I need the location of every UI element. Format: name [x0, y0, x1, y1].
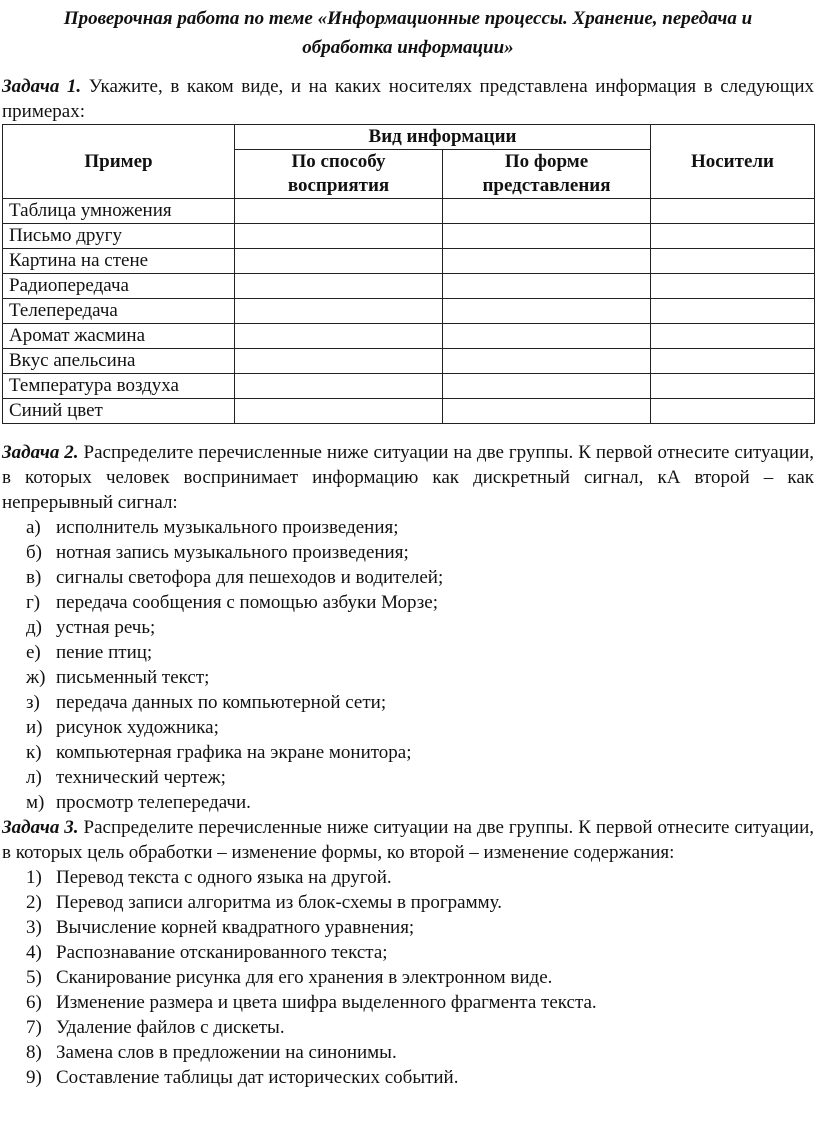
- carrier-cell: [651, 299, 815, 324]
- task2-statement: [2, 440, 814, 515]
- header-example: Пример: [3, 125, 235, 199]
- form-cell: [443, 274, 651, 299]
- page-title-line1: Проверочная работа по теме «Информационные процессы. Хранение, передача и: [63, 8, 753, 29]
- table-body: [3, 199, 815, 424]
- table-row: [3, 324, 815, 349]
- list-item-text: просмотр телепередачи.: [56, 792, 251, 813]
- form-cell: [443, 374, 651, 399]
- list-item-marker: 1): [26, 867, 42, 888]
- table-row: [3, 224, 815, 249]
- task2-text: Распределите перечисленные ниже ситуации на две группы. К первой отнесите ситуации, в которых человек воспринимает информацию как дискретный сигнал, кА второй – как непрерывный сигнал:: [2, 442, 814, 513]
- list-item: [26, 690, 814, 715]
- list-item-marker: л): [26, 767, 42, 788]
- perception-cell: [235, 324, 443, 349]
- list-item: [26, 915, 814, 940]
- list-item-text: устная речь;: [56, 617, 156, 638]
- list-item-marker: е): [26, 642, 41, 663]
- list-item-text: Удаление файлов с дискеты.: [56, 1017, 285, 1038]
- list-item-marker: 4): [26, 942, 42, 963]
- example-cell: Вкус апельсина: [3, 349, 235, 374]
- list-item: [26, 1065, 814, 1090]
- task2-list: [2, 515, 814, 815]
- list-item-text: исполнитель музыкального произведения;: [56, 517, 399, 538]
- list-item-text: нотная запись музыкального произведения;: [56, 542, 409, 563]
- info-table: [2, 124, 815, 424]
- list-item-text: Замена слов в предложении на синонимы.: [56, 1042, 397, 1063]
- list-item: [26, 1015, 814, 1040]
- list-item-text: передача сообщения с помощью азбуки Морзе;: [56, 592, 439, 613]
- list-item-text: Перевод записи алгоритма из блок-схемы в программу.: [56, 892, 502, 913]
- list-item-marker: к): [26, 742, 42, 763]
- task3-text: Распределите перечисленные ниже ситуации на две группы. К первой отнесите ситуации, в которых цель обработки – изменение формы, ко второй – изменение содержания:: [2, 817, 814, 863]
- task3-label: Задача 3.: [2, 817, 79, 838]
- carrier-cell: [651, 374, 815, 399]
- example-cell: Телепередача: [3, 299, 235, 324]
- list-item-marker: и): [26, 717, 43, 738]
- list-item-text: письменный текст;: [56, 667, 210, 688]
- list-item-text: компьютерная графика на экране монитора;: [56, 742, 412, 763]
- table-row: [3, 199, 815, 224]
- list-item: [26, 965, 814, 990]
- list-item-marker: 8): [26, 1042, 42, 1063]
- list-item: [26, 940, 814, 965]
- table-header-row-1: [3, 125, 815, 150]
- list-item: [26, 765, 814, 790]
- carrier-cell: [651, 199, 815, 224]
- table-row: [3, 399, 815, 424]
- table-row: [3, 349, 815, 374]
- form-cell: [443, 299, 651, 324]
- carrier-cell: [651, 224, 815, 249]
- list-item-text: сигналы светофора для пешеходов и водителей;: [56, 567, 444, 588]
- perception-cell: [235, 399, 443, 424]
- list-item-text: пение птиц;: [56, 642, 153, 663]
- list-item-marker: 7): [26, 1017, 42, 1038]
- header-by-perception: По способу восприятия: [235, 150, 443, 199]
- example-cell: Аромат жасмина: [3, 324, 235, 349]
- list-item-marker: а): [26, 517, 41, 538]
- example-cell: Синий цвет: [3, 399, 235, 424]
- list-item: [26, 640, 814, 665]
- task2-label: Задача 2.: [2, 442, 79, 463]
- list-item-marker: 9): [26, 1067, 42, 1088]
- list-item-text: Перевод текста с одного языка на другой.: [56, 867, 392, 888]
- perception-cell: [235, 224, 443, 249]
- form-cell: [443, 224, 651, 249]
- form-cell: [443, 199, 651, 224]
- task3-section: [2, 815, 814, 1090]
- list-item-text: Распознавание отсканированного текста;: [56, 942, 388, 963]
- page-title-line2: обработка информации»: [302, 37, 514, 58]
- perception-cell: [235, 374, 443, 399]
- table-row: [3, 374, 815, 399]
- list-item-text: рисунок художника;: [56, 717, 219, 738]
- list-item-text: Изменение размера и цвета шифра выделенного фрагмента текста.: [56, 992, 597, 1013]
- task1-statement: [2, 74, 814, 124]
- example-cell: Картина на стене: [3, 249, 235, 274]
- table-row: [3, 274, 815, 299]
- example-cell: Таблица умножения: [3, 199, 235, 224]
- perception-cell: [235, 299, 443, 324]
- list-item: [26, 715, 814, 740]
- list-item-text: технический чертеж;: [56, 767, 226, 788]
- perception-cell: [235, 249, 443, 274]
- list-item: [26, 565, 814, 590]
- task2-section: [2, 440, 814, 815]
- task1-text: Укажите, в каком виде, и на каких носителях представлена информация в следующих примерах:: [2, 76, 814, 122]
- form-cell: [443, 324, 651, 349]
- list-item-text: Вычисление корней квадратного уравнения;: [56, 917, 415, 938]
- carrier-cell: [651, 349, 815, 374]
- form-cell: [443, 249, 651, 274]
- list-item: [26, 515, 814, 540]
- task3-statement: [2, 815, 814, 865]
- carrier-cell: [651, 399, 815, 424]
- list-item-text: Сканирование рисунка для его хранения в электронном виде.: [56, 967, 553, 988]
- list-item-marker: м): [26, 792, 45, 813]
- form-cell: [443, 399, 651, 424]
- list-item-marker: 5): [26, 967, 42, 988]
- example-cell: Радиопередача: [3, 274, 235, 299]
- header-carriers: Носители: [651, 125, 815, 199]
- list-item-text: передача данных по компьютерной сети;: [56, 692, 387, 713]
- carrier-cell: [651, 274, 815, 299]
- example-cell: Температура воздуха: [3, 374, 235, 399]
- list-item: [26, 540, 814, 565]
- list-item-marker: в): [26, 567, 42, 588]
- list-item-marker: д): [26, 617, 42, 638]
- list-item: [26, 665, 814, 690]
- list-item-marker: 3): [26, 917, 42, 938]
- list-item: [26, 590, 814, 615]
- task1-label: Задача 1.: [2, 76, 82, 97]
- perception-cell: [235, 349, 443, 374]
- carrier-cell: [651, 324, 815, 349]
- page-title: [2, 4, 814, 62]
- header-info-type: Вид информации: [235, 125, 651, 150]
- table-row: [3, 299, 815, 324]
- list-item-marker: ж): [26, 667, 46, 688]
- list-item: [26, 615, 814, 640]
- task3-list: [2, 865, 814, 1090]
- table-row: [3, 249, 815, 274]
- list-item: [26, 740, 814, 765]
- list-item-marker: б): [26, 542, 42, 563]
- carrier-cell: [651, 249, 815, 274]
- list-item-marker: 2): [26, 892, 42, 913]
- list-item-marker: г): [26, 592, 41, 613]
- header-by-form: По форме представления: [443, 150, 651, 199]
- list-item-marker: 6): [26, 992, 42, 1013]
- list-item: [26, 890, 814, 915]
- form-cell: [443, 349, 651, 374]
- list-item-marker: з): [26, 692, 40, 713]
- list-item: [26, 990, 814, 1015]
- perception-cell: [235, 199, 443, 224]
- list-item: [26, 1040, 814, 1065]
- perception-cell: [235, 274, 443, 299]
- list-item: [26, 865, 814, 890]
- example-cell: Письмо другу: [3, 224, 235, 249]
- list-item: [26, 790, 814, 815]
- list-item-text: Составление таблицы дат исторических событий.: [56, 1067, 459, 1088]
